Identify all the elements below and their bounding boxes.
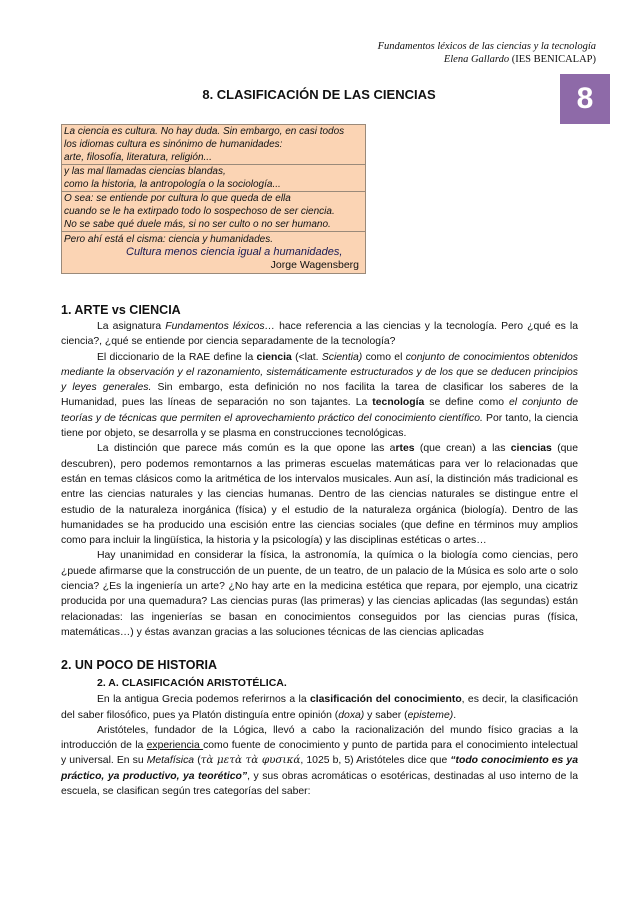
text-run: En la antigua Grecia podemos referirnos a la bbox=[97, 694, 310, 706]
text-run-italic: Fundamentos léxicos… bbox=[165, 321, 275, 332]
quote-line: y las mal llamadas ciencias blandas, bbox=[64, 166, 226, 177]
quote-line-cisma: Pero ahí está el cisma: ciencia y humanidades. bbox=[64, 234, 273, 245]
term-episteme: episteme) bbox=[407, 709, 454, 721]
section-1-heading: 1. ARTE vs CIENCIA bbox=[61, 303, 181, 317]
text-run: y saber ( bbox=[364, 709, 408, 721]
quote-group-1 bbox=[62, 125, 365, 165]
running-header bbox=[378, 40, 596, 66]
chapter-number-badge: 8 bbox=[560, 74, 610, 124]
text-run: Aristóteles, fundador de la Lógica, llevó a cabo la racionalización del mundo físico gracias a la introducción de la bbox=[61, 724, 578, 752]
quote-line: como la historia, la antropología o la sociología... bbox=[64, 179, 281, 190]
section-2-paragraph-2 bbox=[61, 723, 578, 799]
quote-line: arte, filosofía, literatura, religión... bbox=[64, 152, 212, 163]
quote-main-line: Cultura menos ciencia igual a humanidades, bbox=[126, 246, 343, 258]
section-2-paragraph-1 bbox=[61, 692, 578, 723]
text-run: , y sus obras acromáticas o esotéricas, destinadas al uso interno de la escuela, se clasifican según tres categorías del saber: bbox=[61, 770, 578, 798]
main-content bbox=[61, 302, 578, 799]
text-run: (que descubren), pero podemos remontarnos a las primeras escuelas matemáticas para ver lo relacionadas que están en temas clásicos como la aritmética de los intervalos musicales. Aun así, la distinción más tradicional es entre las ciencias naturales y las ciencias humanas. Dentro de las ciencias naturales se distingue entre el estudio de la naturaleza inorgánica (física) y el estudio de la naturaleza orgánica (biología). Dentro de las humanidades se ha producido una escisión entre las ciencias sociales (que define en términos muy amplios como para incluir la lingüística, la historia y la psicología) y las disciplinas estéticas o artes… bbox=[61, 443, 578, 547]
text-run: como el bbox=[362, 351, 406, 363]
text-run: El diccionario de la RAE define la bbox=[97, 351, 257, 363]
text-run-italic: Scientia) bbox=[321, 351, 363, 363]
text-run: Sin embargo, esta definición no nos facilita la tarea de clasificar los saberes de la Humanidad, pues las líneas de separación no son tajantes. La bbox=[61, 382, 578, 409]
text-run: , es decir, la clasificación del saber filosófico, pues ya Platón distinguía entre opinión ( bbox=[61, 694, 578, 721]
section-1-paragraph-3 bbox=[61, 441, 578, 548]
text-run: . bbox=[453, 709, 457, 721]
definition-ciencia: conjunto de conocimientos obtenidos mediante la observación y el razonamiento, sistemáticamente estructurados y de los que se deducen principios y leyes generales. bbox=[61, 351, 578, 394]
text-run: La asignatura bbox=[97, 321, 166, 332]
text-run: , 1025 b, 5) Aristóteles dice que bbox=[300, 755, 451, 767]
section-2a-subheading: 2. A. CLASIFICACIÓN ARISTOTÉLICA. bbox=[97, 677, 287, 690]
term-artes: rtes bbox=[395, 443, 415, 455]
quote-author: Jorge Wagensberg bbox=[270, 259, 359, 271]
quote-footer bbox=[62, 232, 365, 273]
text-run: (que crean) a las bbox=[414, 443, 511, 455]
text-run: hace referencia a las ciencias y la tecnología. Pero ¿qué es la ciencia?, ¿qué se entiende por ciencia separadamente de la tecnología? bbox=[61, 321, 579, 348]
term-clasificacion: clasificación del conocimiento bbox=[309, 694, 462, 706]
term-experiencia: experiencia bbox=[146, 740, 204, 752]
term-ciencias: ciencias bbox=[510, 443, 552, 455]
header-author: Elena Gallardo bbox=[443, 54, 510, 65]
quote-group-2 bbox=[62, 165, 365, 192]
quote-box bbox=[61, 124, 366, 274]
section-1-paragraph-1 bbox=[61, 319, 578, 350]
text-run: La distinción que parece más común es la que opone las a bbox=[97, 443, 396, 455]
text-run: (<lat. bbox=[291, 351, 322, 363]
quote-line: No se sabe qué duele más, si no ser culto o no ser humano. bbox=[64, 219, 331, 230]
quote-line: O sea: se entiende por cultura lo que queda de ella bbox=[64, 193, 291, 204]
work-title-metafisica: Metafísica bbox=[146, 755, 195, 767]
text-run: como fuente de conocimiento y punto de partida para el conocimiento intelectual y universal. En su bbox=[61, 740, 578, 767]
term-tecnologia: tecnología bbox=[372, 397, 425, 409]
section-1-paragraph-4: Hay unanimidad en considerar la física, la astronomía, la química o la biología como ciencias, pero ¿puede afirmarse que la construcción de un puente, de un teatro, de un palacio de la Música es solo arte o solo ciencia? ¿Es la ingeniería un arte? ¿No hay arte en la medicina estética que repara, por ejemplo, una cicatriz producida por una quemadura? Las ciencias puras (las primeras) y las ciencias aplicadas (las segundas) están relacionadas: las ingenierías se basan en conocimientos conseguidos por las ciencias puras (física, matemáticas…) y éstas avanzan gracias a las soluciones técnicas de las ciencias aplicadas bbox=[61, 550, 578, 638]
text-run: Por tanto, la ciencia tiene por objeto, se desarrolla y se plasma en construcciones tecnológicas. bbox=[61, 412, 578, 440]
aristotle-quote: “todo conocimiento es ya práctico, ya productivo, ya teorético” bbox=[61, 755, 578, 782]
section-2-heading: 2. UN POCO DE HISTORIA bbox=[61, 658, 218, 673]
text-run: ( bbox=[194, 755, 201, 767]
page-title: 8. CLASIFICACIÓN DE LAS CIENCIAS bbox=[202, 87, 436, 102]
quote-line: los idiomas cultura es sinónimo de humanidades: bbox=[64, 139, 283, 150]
greek-title: τὰ μετὰ τὰ φυσικά bbox=[200, 754, 301, 767]
header-school: (IES BENICALAP) bbox=[511, 54, 596, 65]
definition-tecnologia: el conjunto de teorías y de técnicas que permiten el aprovechamiento práctico del conocimiento científico. bbox=[61, 397, 578, 424]
term-ciencia: ciencia bbox=[256, 351, 292, 363]
quote-group-3 bbox=[62, 192, 365, 232]
term-doxa: doxa) bbox=[338, 709, 365, 721]
quote-line: cuando se le ha extirpado todo lo sospechoso de ser ciencia. bbox=[64, 206, 335, 217]
section-1-paragraph-2 bbox=[61, 350, 578, 442]
quote-line: La ciencia es cultura. No hay duda. Sin embargo, en casi todos bbox=[64, 126, 345, 137]
text-run: se define como bbox=[424, 397, 510, 409]
header-subject: Fundamentos léxicos de las ciencias y la tecnología bbox=[377, 41, 596, 52]
header-author-line bbox=[378, 53, 596, 66]
